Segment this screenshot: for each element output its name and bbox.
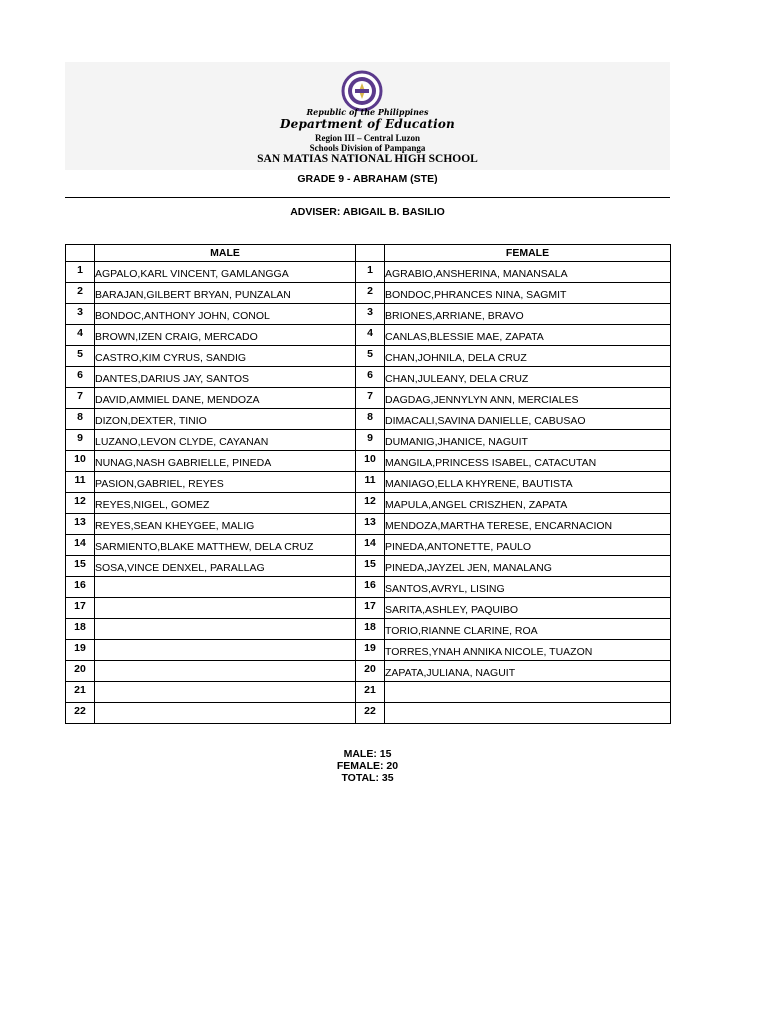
table-row: [66, 598, 671, 619]
male-student-name: BROWN,IZEN CRAIG, MERCADO: [95, 325, 356, 346]
deped-seal-icon: [337, 70, 387, 112]
female-row-number: 12: [356, 493, 385, 514]
table-row: [66, 577, 671, 598]
female-student-name: TORIO,RIANNE CLARINE, ROA: [385, 619, 671, 640]
male-row-number: 19: [66, 640, 95, 661]
male-student-name: PASION,GABRIEL, REYES: [95, 472, 356, 493]
male-student-name: [95, 598, 356, 619]
female-row-number: 21: [356, 682, 385, 703]
female-student-name: CANLAS,BLESSIE MAE, ZAPATA: [385, 325, 671, 346]
male-row-number: 18: [66, 619, 95, 640]
male-total: MALE: 15: [343, 748, 392, 760]
female-student-name: [385, 682, 671, 703]
header-divider: [65, 197, 670, 198]
table-row: [66, 640, 671, 661]
male-student-name: DAVID,AMMIEL DANE, MENDOZA: [95, 388, 356, 409]
table-row: [66, 283, 671, 304]
table-row: [66, 682, 671, 703]
male-student-name: DIZON,DEXTER, TINIO: [95, 409, 356, 430]
female-row-number: 10: [356, 451, 385, 472]
female-row-number: 7: [356, 388, 385, 409]
male-row-number: 20: [66, 661, 95, 682]
male-row-number: 1: [66, 262, 95, 283]
female-row-number: 13: [356, 514, 385, 535]
male-row-number: 10: [66, 451, 95, 472]
female-student-name: SARITA,ASHLEY, PAQUIBO: [385, 598, 671, 619]
male-row-number: 8: [66, 409, 95, 430]
male-student-name: [95, 661, 356, 682]
female-row-number: 17: [356, 598, 385, 619]
male-student-name: [95, 703, 356, 724]
female-row-number: 22: [356, 703, 385, 724]
grand-total: TOTAL: 35: [341, 772, 394, 784]
male-student-name: CASTRO,KIM CYRUS, SANDIG: [95, 346, 356, 367]
male-column-header: MALE: [95, 245, 356, 262]
male-row-number: 15: [66, 556, 95, 577]
female-student-name: MENDOZA,MARTHA TERESE, ENCARNACION: [385, 514, 671, 535]
male-row-number: 13: [66, 514, 95, 535]
male-row-number: 4: [66, 325, 95, 346]
female-total: FEMALE: 20: [336, 760, 399, 772]
female-student-name: MAPULA,ANGEL CRISZHEN, ZAPATA: [385, 493, 671, 514]
female-student-name: DUMANIG,JHANICE, NAGUIT: [385, 430, 671, 451]
male-row-number: 22: [66, 703, 95, 724]
male-row-number: 21: [66, 682, 95, 703]
table-row: [66, 451, 671, 472]
male-student-name: NUNAG,NASH GABRIELLE, PINEDA: [95, 451, 356, 472]
division-line: Schools Division of Pampanga: [309, 143, 426, 153]
male-student-name: LUZANO,LEVON CLYDE, CAYANAN: [95, 430, 356, 451]
male-row-number: 5: [66, 346, 95, 367]
female-student-name: AGRABIO,ANSHERINA, MANANSALA: [385, 262, 671, 283]
female-student-name: [385, 703, 671, 724]
male-row-number: 6: [66, 367, 95, 388]
male-row-number: 3: [66, 304, 95, 325]
table-row: [66, 367, 671, 388]
female-student-name: ZAPATA,JULIANA, NAGUIT: [385, 661, 671, 682]
female-student-name: CHAN,JULEANY, DELA CRUZ: [385, 367, 671, 388]
table-row: [66, 388, 671, 409]
female-row-number: 9: [356, 430, 385, 451]
table-row: [66, 661, 671, 682]
male-row-number: 2: [66, 283, 95, 304]
female-row-number: 3: [356, 304, 385, 325]
female-student-name: PINEDA,JAYZEL JEN, MANALANG: [385, 556, 671, 577]
female-student-name: PINEDA,ANTONETTE, PAULO: [385, 535, 671, 556]
class-roster-table: [65, 244, 671, 724]
female-row-number: 15: [356, 556, 385, 577]
table-row: [66, 346, 671, 367]
female-student-name: BONDOC,PHRANCES NINA, SAGMIT: [385, 283, 671, 304]
male-student-name: BONDOC,ANTHONY JOHN, CONOL: [95, 304, 356, 325]
female-row-number: 2: [356, 283, 385, 304]
male-student-name: REYES,SEAN KHEYGEE, MALIG: [95, 514, 356, 535]
female-row-number: 16: [356, 577, 385, 598]
male-row-number: 11: [66, 472, 95, 493]
adviser-line: ADVISER: ABIGAIL B. BASILIO: [290, 206, 445, 218]
male-student-name: REYES,NIGEL, GOMEZ: [95, 493, 356, 514]
number-header-cell: [66, 245, 95, 262]
female-row-number: 4: [356, 325, 385, 346]
female-row-number: 14: [356, 535, 385, 556]
female-row-number: 19: [356, 640, 385, 661]
republic-line: Republic of the Philippines: [306, 107, 429, 117]
male-row-number: 14: [66, 535, 95, 556]
female-row-number: 6: [356, 367, 385, 388]
table-row: [66, 409, 671, 430]
table-row: [66, 619, 671, 640]
male-student-name: [95, 640, 356, 661]
male-row-number: 9: [66, 430, 95, 451]
female-row-number: 5: [356, 346, 385, 367]
female-student-name: DAGDAG,JENNYLYN ANN, MERCIALES: [385, 388, 671, 409]
table-row: [66, 493, 671, 514]
male-row-number: 17: [66, 598, 95, 619]
female-row-number: 20: [356, 661, 385, 682]
female-student-name: TORRES,YNAH ANNIKA NICOLE, TUAZON: [385, 640, 671, 661]
female-student-name: BRIONES,ARRIANE, BRAVO: [385, 304, 671, 325]
female-column-header: FEMALE: [385, 245, 671, 262]
table-row: [66, 556, 671, 577]
female-student-name: SANTOS,AVRYL, LISING: [385, 577, 671, 598]
number-header-cell: [356, 245, 385, 262]
female-student-name: CHAN,JOHNILA, DELA CRUZ: [385, 346, 671, 367]
male-student-name: BARAJAN,GILBERT BRYAN, PUNZALAN: [95, 283, 356, 304]
female-row-number: 11: [356, 472, 385, 493]
section-title: GRADE 9 - ABRAHAM (STE): [297, 173, 438, 185]
female-row-number: 18: [356, 619, 385, 640]
male-student-name: SARMIENTO,BLAKE MATTHEW, DELA CRUZ: [95, 535, 356, 556]
female-student-name: MANIAGO,ELLA KHYRENE, BAUTISTA: [385, 472, 671, 493]
male-student-name: SOSA,VINCE DENXEL, PARALLAG: [95, 556, 356, 577]
female-student-name: DIMACALI,SAVINA DANIELLE, CABUSAO: [385, 409, 671, 430]
female-row-number: 8: [356, 409, 385, 430]
table-row: [66, 304, 671, 325]
male-student-name: AGPALO,KARL VINCENT, GAMLANGGA: [95, 262, 356, 283]
department-name: Department of Education: [280, 117, 455, 131]
school-name: SAN MATIAS NATIONAL HIGH SCHOOL: [257, 153, 478, 165]
region-line: Region III – Central Luzon: [314, 133, 420, 143]
table-row: [66, 325, 671, 346]
male-row-number: 16: [66, 577, 95, 598]
male-student-name: [95, 619, 356, 640]
roster-header-row: [66, 245, 671, 262]
male-student-name: [95, 577, 356, 598]
male-student-name: DANTES,DARIUS JAY, SANTOS: [95, 367, 356, 388]
table-row: [66, 703, 671, 724]
table-row: [66, 535, 671, 556]
female-student-name: MANGILA,PRINCESS ISABEL, CATACUTAN: [385, 451, 671, 472]
male-student-name: [95, 682, 356, 703]
male-row-number: 7: [66, 388, 95, 409]
male-row-number: 12: [66, 493, 95, 514]
table-row: [66, 262, 671, 283]
table-row: [66, 430, 671, 451]
table-row: [66, 514, 671, 535]
table-row: [66, 472, 671, 493]
female-row-number: 1: [356, 262, 385, 283]
